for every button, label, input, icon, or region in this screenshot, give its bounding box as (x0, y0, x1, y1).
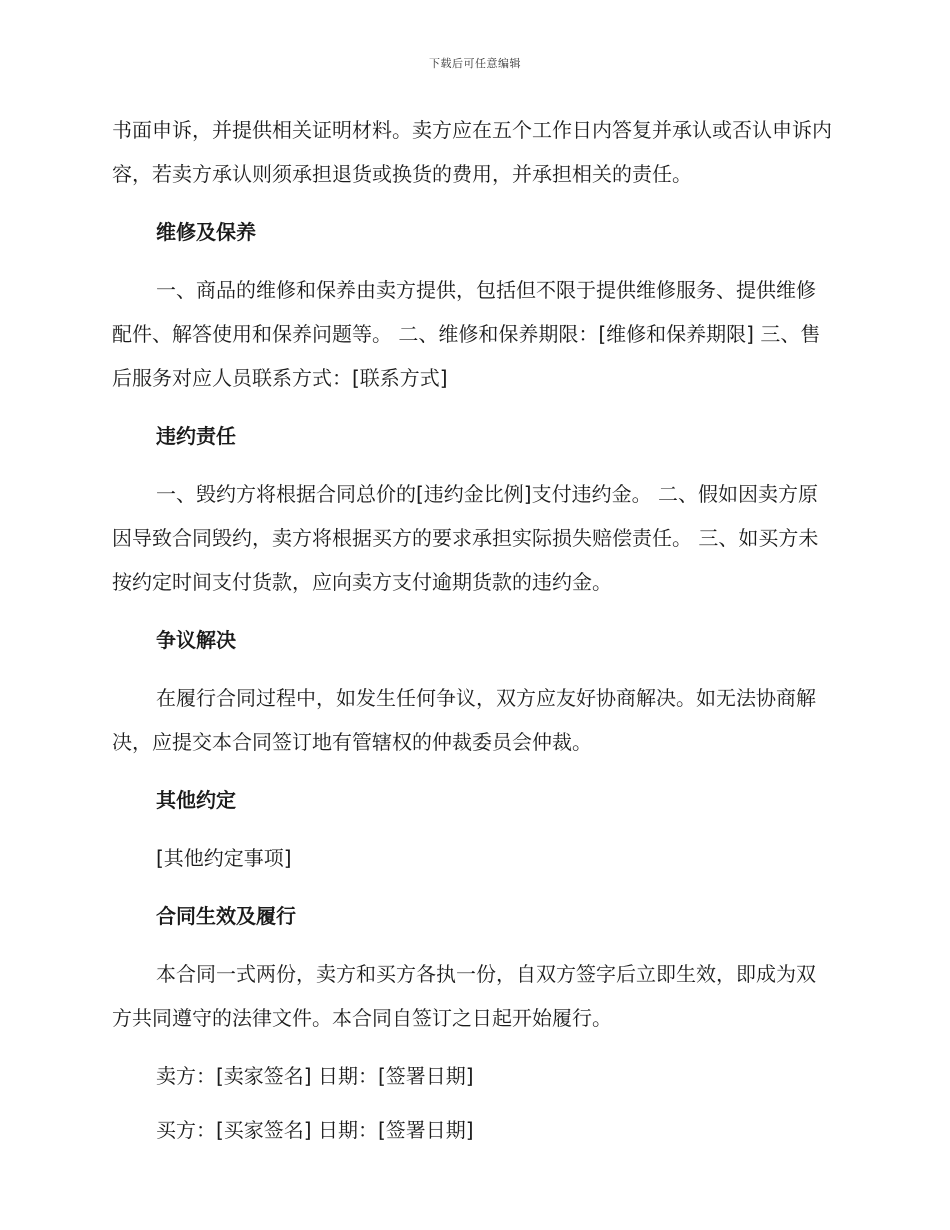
liability-heading: 违约责任 (156, 424, 236, 448)
dispute-heading: 争议解决 (156, 628, 236, 652)
effect-heading: 合同生效及履行 (156, 904, 296, 928)
dispute-paragraph: 在履行合同过程中，如发生任何争议，双方应友好协商解决。如无法协商解决，应提交本合同签订地有管辖权的仲裁委员会仲裁。 (112, 686, 816, 754)
liability-paragraph: 一、毁约方将根据合同总价的[违约金比例]支付违约金。 二、假如因卖方原因导致合同毁约，卖方将根据买方的要求承担实际损失赔偿责任。 三、如买方未按约定时间支付货款，应向卖方支付逾期货款的违约金。 (112, 482, 819, 594)
document-body (112, 108, 832, 1165)
page-header: 下载后可任意编辑 (429, 57, 521, 70)
buyer-signature-line: 买方：[买家签名] 日期：[签署日期] (156, 1118, 474, 1142)
maintenance-paragraph: 一、商品的维修和保养由卖方提供，包括但不限于提供维修服务、提供维修配件、解答使用和保养问题等。 二、维修和保养期限：[维修和保养期限] 三、售后服务对应人员联系方式：[联系方式] (112, 278, 821, 390)
effect-paragraph: 本合同一式两份，卖方和买方各执一份，自双方签字后立即生效，即成为双方共同遵守的法律文件。本合同自签订之日起开始履行。 (112, 962, 816, 1030)
other-paragraph: [其他约定事项] (156, 846, 292, 870)
intro-paragraph: 书面申诉，并提供相关证明材料。卖方应在五个工作日内答复并承认或否认申诉内容，若卖方承认则须承担退货或换货的费用，并承担相关的责任。 (112, 118, 832, 186)
seller-signature-line: 卖方：[卖家签名] 日期：[签署日期] (156, 1064, 474, 1088)
maintenance-heading: 维修及保养 (156, 220, 256, 244)
other-heading: 其他约定 (156, 788, 236, 812)
